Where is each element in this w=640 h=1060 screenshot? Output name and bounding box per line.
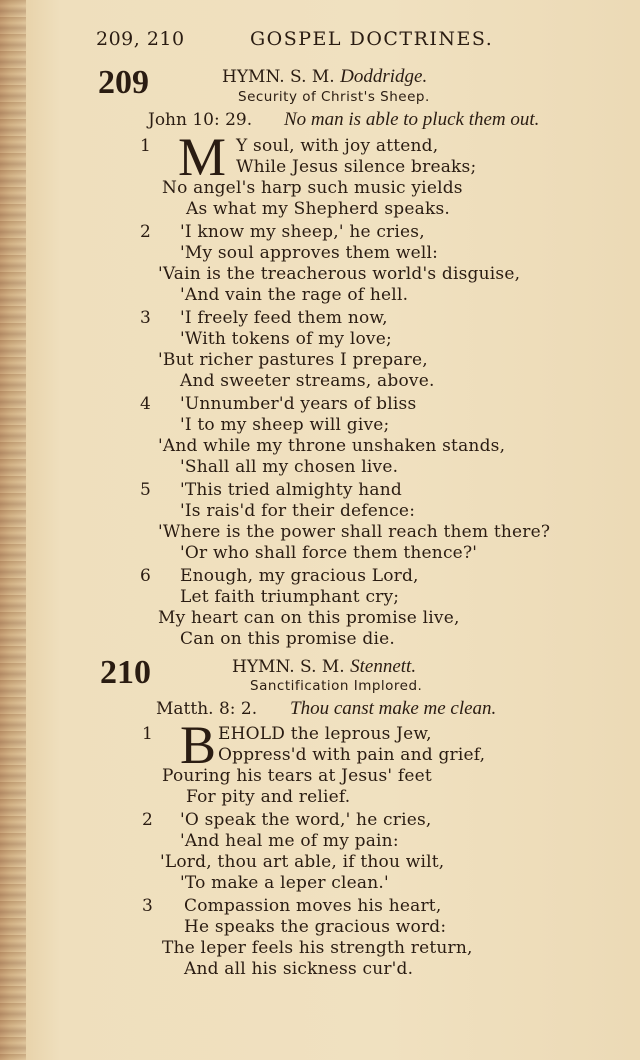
verse-number: 2: [142, 810, 153, 830]
verse-line: My heart can on this promise live,: [158, 608, 460, 628]
hymn-heading: [232, 656, 416, 678]
verse-number: 4: [140, 394, 151, 414]
verse-line: While Jesus silence breaks;: [236, 157, 477, 177]
verse-line: 'Unnumber'd years of bliss: [180, 394, 417, 414]
drop-cap: M: [178, 127, 227, 187]
hymn-subtitle: Sanctification Implored.: [250, 678, 423, 694]
hymn-number: 210: [100, 654, 151, 691]
drop-cap: B: [180, 715, 217, 775]
hymn-meter: HYMN. S. M.: [222, 67, 335, 87]
verse-line: Let faith triumphant cry;: [180, 587, 400, 607]
verse-line: Can on this promise die.: [180, 629, 396, 649]
verse-line: 'Is rais'd for their defence:: [180, 501, 416, 521]
verse-line: Enough, my gracious Lord,: [180, 566, 419, 586]
verse-line: 'This tried almighty hand: [180, 480, 402, 500]
verse-number: 1: [140, 136, 151, 156]
verse-line: Oppress'd with pain and grief,: [218, 745, 486, 765]
verse-line: 'But richer pastures I prepare,: [158, 350, 428, 370]
verse-line: And sweeter streams, above.: [180, 371, 435, 391]
verse-line: 'My soul approves them well:: [180, 243, 439, 263]
verse-number: 3: [142, 896, 153, 916]
verse-line: And all his sickness cur'd.: [184, 959, 414, 979]
hymn-heading: [222, 66, 427, 88]
hymn-number: 209: [98, 64, 149, 101]
hymn-meter: HYMN. S. M.: [232, 657, 345, 677]
verse-line: EHOLD the leprous Jew,: [218, 724, 432, 744]
verse-number: 5: [140, 480, 151, 500]
verse-line: 'Shall all my chosen live.: [180, 457, 399, 477]
hymn-author: Stennett.: [350, 656, 417, 677]
running-title: GOSPEL DOCTRINES.: [250, 28, 494, 50]
hymn-subtitle: Security of Christ's Sheep.: [238, 89, 430, 105]
verse-line: As what my Shepherd speaks.: [186, 199, 450, 219]
verse-line: The leper feels his strength return,: [162, 938, 473, 958]
verse-line: Y soul, with joy attend,: [236, 136, 439, 156]
verse-line: 'I know my sheep,' he cries,: [180, 222, 425, 242]
verse-line: 'Or who shall force them thence?': [180, 543, 478, 563]
verse-line: 'O speak the word,' he cries,: [180, 810, 432, 830]
verse-line: Compassion moves his heart,: [184, 896, 442, 916]
scripture-reference: Matth. 8: 2.: [156, 699, 258, 719]
verse-number: 3: [140, 308, 151, 328]
verse-line: No angel's harp such music yields: [162, 178, 463, 198]
verse-line: Pouring his tears at Jesus' feet: [162, 766, 432, 786]
verse-line: For pity and relief.: [186, 787, 351, 807]
scripture-reference: John 10: 29.: [148, 110, 253, 130]
verse-line: 'Where is the power shall reach them there?: [158, 522, 551, 542]
verse-number: 2: [140, 222, 151, 242]
verse-number: 6: [140, 566, 151, 586]
page-numbers: 209, 210: [96, 28, 185, 50]
verse-line: 'Vain is the treacherous world's disguise,: [158, 264, 521, 284]
scripture-quote: Thou canst make me clean.: [290, 698, 497, 719]
verse-line: 'Lord, thou art able, if thou wilt,: [160, 852, 445, 872]
verse-line: 'I to my sheep will give;: [180, 415, 390, 435]
verse-number: 1: [142, 724, 153, 744]
verse-line: 'To make a leper clean.': [180, 873, 389, 893]
scripture-quote: No man is able to pluck them out.: [284, 109, 540, 130]
verse-line: 'And heal me of my pain:: [180, 831, 399, 851]
verse-line: 'And while my throne unshaken stands,: [158, 436, 506, 456]
verse-line: He speaks the gracious word:: [184, 917, 447, 937]
page-edge: [0, 0, 26, 1060]
hymn-author: Doddridge.: [340, 66, 428, 87]
verse-line: 'And vain the rage of hell.: [180, 285, 409, 305]
verse-line: 'I freely feed them now,: [180, 308, 388, 328]
verse-line: 'With tokens of my love;: [180, 329, 392, 349]
